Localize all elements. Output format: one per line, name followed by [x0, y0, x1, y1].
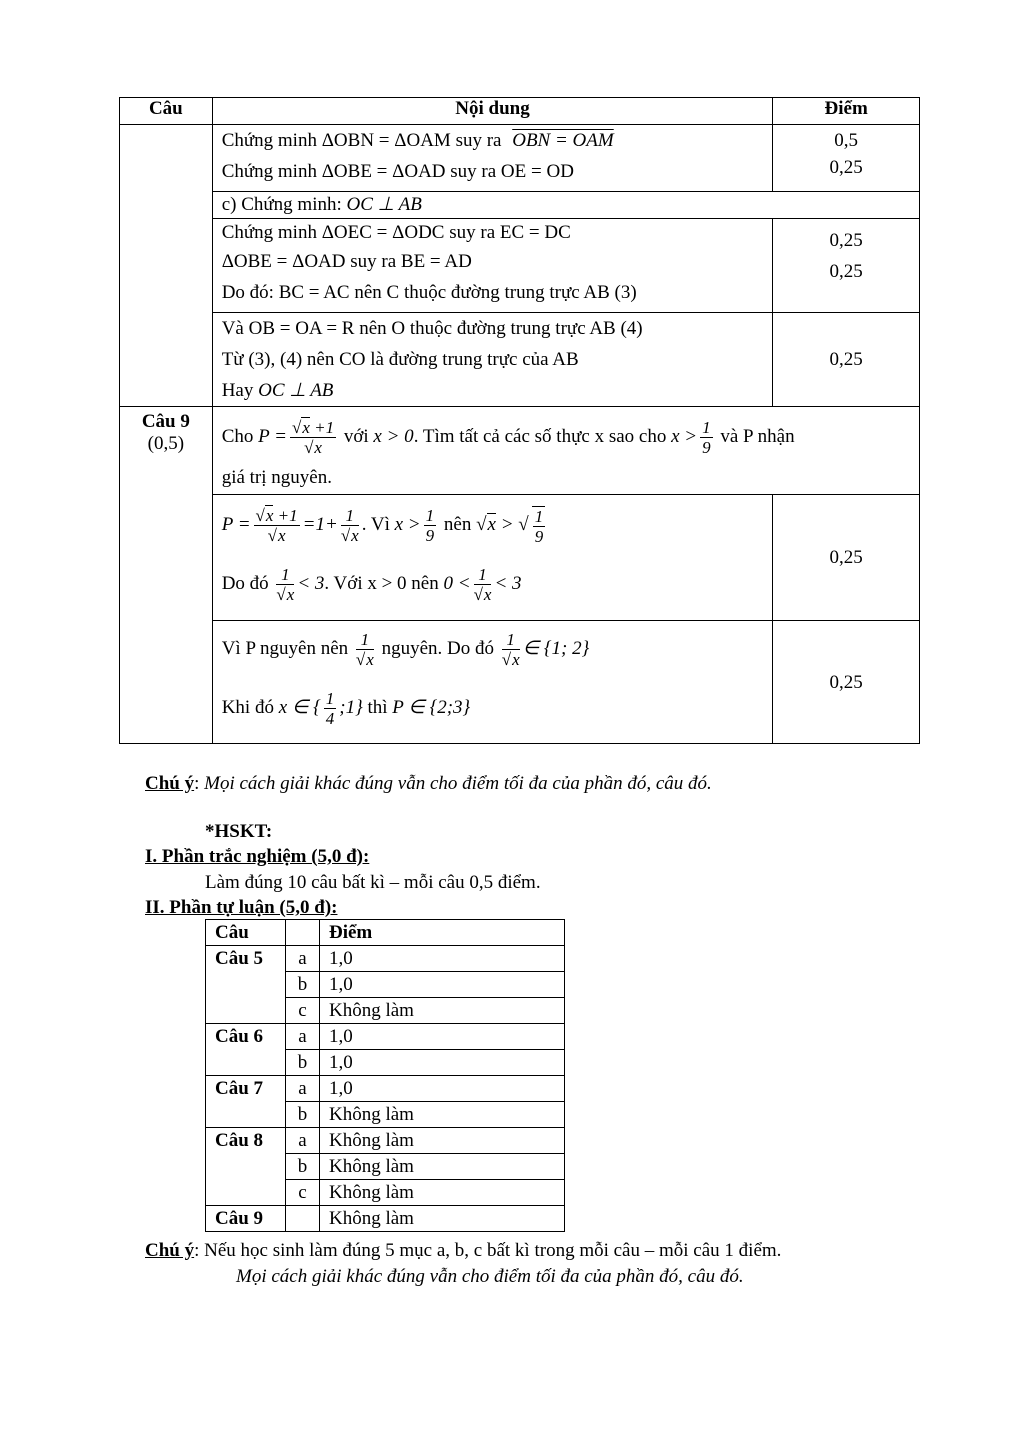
question-cell: Câu 9 [206, 1206, 286, 1232]
content-line: Khi đó x ∈ { $\frac{1}{4}$ ;1} thì P ∈ {2;3} [221, 689, 471, 729]
table-header-row [120, 98, 920, 125]
content-line: P = $\frac{√x +1}{√x}$ =1+ $\frac{1}{√x}$ . Vì x > $\frac{1}{9}$ nên √x > √ $\frac{1}{9}$ [221, 506, 544, 546]
note-label: Chú ý [145, 773, 195, 794]
part2-heading: II. Phần tự luận (5,0 đ): [145, 897, 338, 918]
score: 0,5 [834, 130, 859, 151]
content-cell [212, 621, 773, 744]
score: 0,25 [829, 671, 863, 693]
header-diem: Điểm [320, 920, 565, 946]
score-cell [773, 495, 920, 621]
content-line: Chứng minh ΔOBN = ΔOAM suy ra OBN = OAM [221, 130, 614, 151]
table-row [120, 621, 920, 744]
table-row [120, 219, 920, 313]
sub-cell: b [286, 1154, 320, 1180]
sub-cell: a [286, 1128, 320, 1154]
note-text: Mọi cách giải khác đúng vẫn cho điểm tối đa của phần đó, câu đó. [204, 773, 712, 794]
content-line: Và OB = OA = R nên O thuộc đường trung trực AB (4) [221, 318, 643, 339]
table-row [206, 1206, 565, 1232]
content-cell [212, 192, 919, 219]
question-cell-cau9 [120, 407, 213, 744]
table-row [120, 407, 920, 495]
score-cell: 1,0 [320, 946, 565, 972]
score-cell: Không làm [320, 1102, 565, 1128]
content-line: ΔOBE = ΔOAD suy ra BE = AD [221, 251, 472, 272]
question-points: (0,5) [147, 433, 185, 454]
table-row [120, 313, 920, 407]
sub-cell: b [286, 972, 320, 998]
part1-text: Làm đúng 10 câu bất kì – mỗi câu 0,5 điểm. [205, 872, 541, 893]
content-line: Chứng minh ΔOEC = ΔODC suy ra EC = DC [221, 222, 571, 243]
score-cell: Không làm [320, 998, 565, 1024]
score-cell: 1,0 [320, 1050, 565, 1076]
hskt-score-table [205, 919, 565, 1232]
sub-cell: c [286, 1180, 320, 1206]
note-2: Chú ý: Nếu học sinh làm đúng 5 mục a, b, c bất kì trong mỗi câu – mỗi câu 1 điểm. [145, 1240, 782, 1261]
score: 0,25 [829, 547, 863, 568]
content-line: Chứng minh ΔOBE = ΔOAD suy ra OE = OD [221, 161, 574, 182]
header-diem: Điểm [773, 98, 920, 125]
content-line: Vì P nguyên nên $\frac{1}{√x}$ nguyên. Do đó $\frac{1}{√x}$ ∈ {1; 2} [221, 630, 590, 670]
table-row [206, 1128, 565, 1154]
part1-heading: I. Phần trắc nghiệm (5,0 đ): [145, 846, 370, 867]
content-cell [212, 313, 773, 407]
header-cau: Câu [120, 98, 213, 125]
table-row [120, 192, 920, 219]
question-cell: Câu 5 [206, 946, 286, 1024]
content-line: Từ (3), (4) nên CO là đường trung trực của AB [221, 349, 579, 370]
sub-cell: a [286, 946, 320, 972]
content-line: giá trị nguyên. [221, 467, 332, 488]
score-cell: Không làm [320, 1180, 565, 1206]
content-cell [212, 407, 919, 495]
score: 0,25 [829, 261, 863, 282]
table-row [120, 125, 920, 192]
table-row [206, 1076, 565, 1102]
score-cell [773, 621, 920, 744]
note-label: Chú ý [145, 1240, 195, 1261]
content-cell [212, 495, 773, 621]
score-cell: 1,0 [320, 972, 565, 998]
content-line: Cho P = $\frac{√x +1}{√x}$ với x > 0. Tìm tất cả các số thực x sao cho x > $\frac{1}{9}$ và P nhận [221, 418, 795, 458]
content-line: Do đó $\frac{1}{√x}$ < 3. Với x > 0 nên 0 < $\frac{1}{√x}$ < 3 [221, 565, 522, 605]
table-header-row [206, 920, 565, 946]
sub-cell: b [286, 1050, 320, 1076]
table-row [206, 946, 565, 972]
angle-equation: OBN = OAM [512, 130, 614, 151]
content-line: c) Chứng minh: OC ⊥ AB [221, 194, 422, 215]
fraction: $\frac{1}{9}$ [702, 418, 711, 458]
score: 0,25 [829, 157, 863, 178]
hskt-title: *HSKT: [205, 821, 273, 842]
question-cell: Câu 6 [206, 1024, 286, 1076]
note-2-text-2: Mọi cách giải khác đúng vẫn cho điểm tối đa của phần đó, câu đó. [236, 1266, 744, 1287]
question-cell: Câu 8 [206, 1128, 286, 1206]
header-sub [286, 920, 320, 946]
score-cell: Không làm [320, 1128, 565, 1154]
header-cau: Câu [206, 920, 286, 946]
content-line: Hay OC ⊥ AB [221, 380, 334, 401]
note-1: Chú ý: Mọi cách giải khác đúng vẫn cho điểm tối đa của phần đó, câu đó. [145, 773, 712, 794]
score-cell: Không làm [320, 1154, 565, 1180]
grading-table [119, 97, 920, 744]
sub-cell: a [286, 1024, 320, 1050]
content-cell [212, 219, 773, 313]
score: 0,25 [829, 349, 863, 370]
score: 0,25 [829, 230, 863, 251]
question-cell: Câu 7 [206, 1076, 286, 1128]
header-noi-dung: Nội dung [212, 98, 773, 125]
sub-cell: b [286, 1102, 320, 1128]
note-text: Nếu học sinh làm đúng 5 mục a, b, c bất kì trong mỗi câu – mỗi câu 1 điểm. [204, 1240, 782, 1261]
content-line: Do đó: BC = AC nên C thuộc đường trung trực AB (3) [221, 282, 637, 303]
score-cell [773, 125, 920, 192]
question-cell-empty [120, 125, 213, 407]
score-cell: 1,0 [320, 1076, 565, 1102]
table-row [120, 495, 920, 621]
sub-cell: c [286, 998, 320, 1024]
sub-cell [286, 1206, 320, 1232]
score-cell [773, 219, 920, 313]
score-cell [773, 313, 920, 407]
score-cell: Không làm [320, 1206, 565, 1232]
fraction: $\frac{√x +1}{√x}$ [291, 418, 335, 458]
sub-cell: a [286, 1076, 320, 1102]
question-label: Câu 9 [141, 411, 190, 432]
content-cell [212, 125, 773, 192]
score-cell: 1,0 [320, 1024, 565, 1050]
table-row [206, 1024, 565, 1050]
